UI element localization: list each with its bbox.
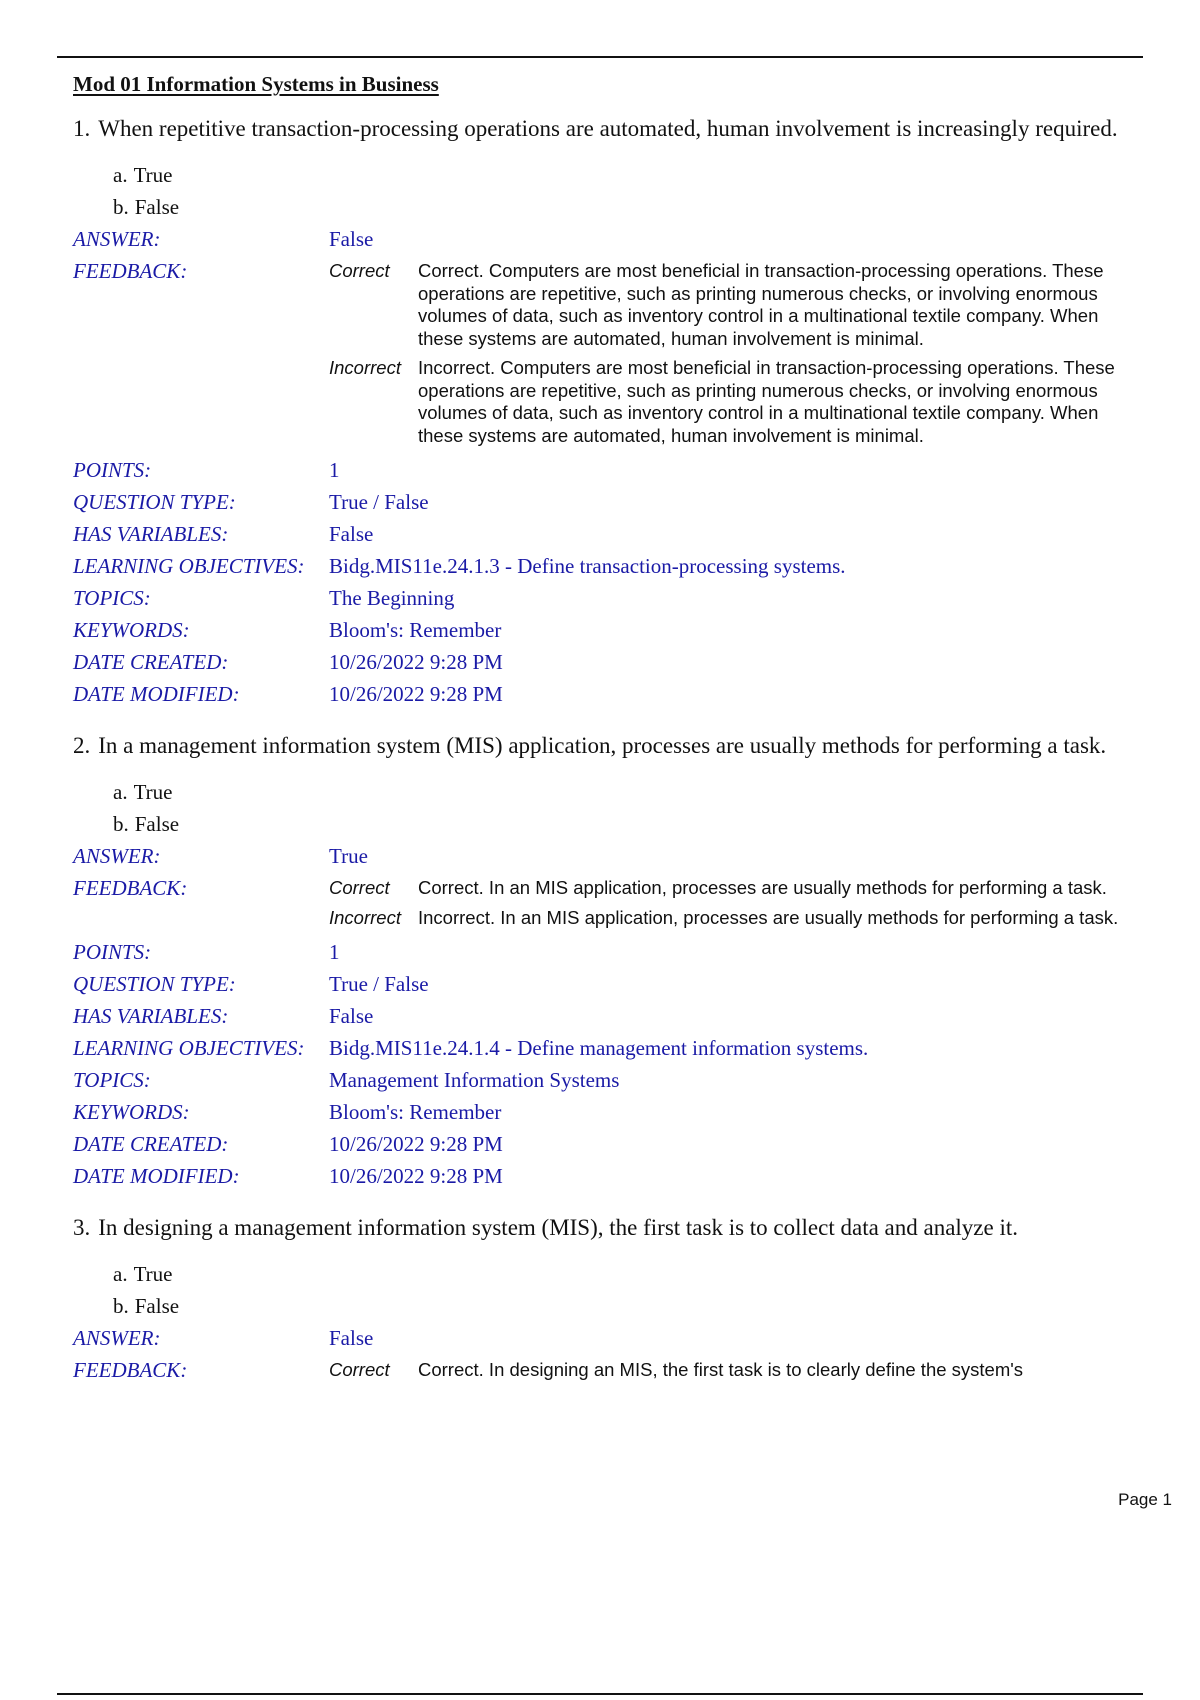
feedback-text: Incorrect. Computers are most beneficial in transaction-processing operations. These operations are repetitive, such as printing numerous checks, or involving enormous volumes of data, such as inventory control in a multinational textile company. When these systems are automated, human involvement is minimal. <box>418 357 1115 446</box>
question-2 <box>73 732 1173 1192</box>
feedback-label: FEEDBACK: <box>73 259 188 283</box>
top-rule <box>57 56 1143 58</box>
question-text <box>73 115 1173 143</box>
option-text: False <box>134 1294 180 1318</box>
feedback-text: Correct. In an MIS application, processes are usually methods for performing a task. <box>418 877 1107 898</box>
date-modified-row <box>73 678 1173 710</box>
answer-options <box>113 1258 1173 1322</box>
feedback-kind: Incorrect <box>329 906 401 928</box>
has-variables-label: HAS VARIABLES: <box>73 1004 229 1028</box>
question-number: 2. <box>73 733 91 758</box>
topics-label: TOPICS: <box>73 586 151 610</box>
date-modified-label: DATE MODIFIED: <box>73 682 240 706</box>
answer-row <box>73 223 1173 255</box>
learning-objectives-value: Bidg.MIS11e.24.1.3 - Define transaction-processing systems. <box>329 554 846 578</box>
feedback-text: Correct. Computers are most beneficial in transaction-processing operations. These operations are repetitive, such as printing numerous checks, or involving enormous volumes of data, such as inventory control in a multinational textile company. When these systems are automated, human involvement is minimal. <box>418 260 1104 349</box>
feedback-kind: Correct <box>329 260 390 281</box>
feedback-row <box>73 1354 1173 1389</box>
keywords-value: Bloom's: Remember <box>329 1100 502 1124</box>
date-modified-label: DATE MODIFIED: <box>73 1164 240 1188</box>
answer-value: False <box>329 227 374 251</box>
topics-value: The Beginning <box>329 586 455 610</box>
feedback-label: FEEDBACK: <box>73 876 188 900</box>
date-created-row <box>73 1128 1173 1160</box>
question-type-value: True / False <box>329 972 429 996</box>
has-variables-row <box>73 518 1173 550</box>
feedback-correct <box>329 1359 1173 1382</box>
question-number: 3. <box>73 1215 91 1240</box>
option-text: True <box>133 780 173 804</box>
feedback-block <box>329 1354 1173 1389</box>
date-modified-value: 10/26/2022 9:28 PM <box>329 1164 503 1188</box>
keywords-label: KEYWORDS: <box>73 1100 190 1124</box>
option-text: True <box>133 163 173 187</box>
answer-options <box>113 159 1173 223</box>
question-text <box>73 732 1173 760</box>
topics-row <box>73 582 1173 614</box>
feedback-kind: Incorrect <box>329 357 401 378</box>
points-label: POINTS: <box>73 940 152 964</box>
question-stem: When repetitive transaction-processing operations are automated, human involvement is increasingly required. <box>98 116 1118 141</box>
question-type-row <box>73 968 1173 1000</box>
date-modified-value: 10/26/2022 9:28 PM <box>329 682 503 706</box>
feedback-row <box>73 872 1173 936</box>
date-modified-row <box>73 1160 1173 1192</box>
has-variables-label: HAS VARIABLES: <box>73 522 229 546</box>
learning-objectives-row <box>73 550 1173 582</box>
keywords-label: KEYWORDS: <box>73 618 190 642</box>
answer-value: True <box>329 844 368 868</box>
option-letter: a. <box>113 780 128 804</box>
points-row <box>73 454 1173 486</box>
learning-objectives-row <box>73 1032 1173 1064</box>
feedback-kind: Correct <box>329 877 390 898</box>
topics-value: Management Information Systems <box>329 1068 620 1092</box>
question-type-value: True / False <box>329 490 429 514</box>
answer-label: ANSWER: <box>73 227 161 251</box>
option-letter: b. <box>113 1294 129 1318</box>
keywords-row <box>73 1096 1173 1128</box>
question-type-label: QUESTION TYPE: <box>73 490 236 514</box>
option-text: False <box>134 195 180 219</box>
question-3 <box>73 1214 1173 1389</box>
option-text: False <box>134 812 180 836</box>
option-a <box>113 159 1173 191</box>
question-type-row <box>73 486 1173 518</box>
feedback-label: FEEDBACK: <box>73 1358 188 1382</box>
date-created-label: DATE CREATED: <box>73 650 229 674</box>
page-number: Page 1 <box>1118 1490 1172 1509</box>
points-label: POINTS: <box>73 458 152 482</box>
option-a <box>113 1258 1173 1290</box>
topics-label: TOPICS: <box>73 1068 151 1092</box>
answer-row <box>73 1322 1173 1354</box>
topics-row <box>73 1064 1173 1096</box>
option-letter: b. <box>113 812 129 836</box>
feedback-incorrect <box>329 357 1173 447</box>
option-letter: a. <box>113 1262 128 1286</box>
question-stem: In a management information system (MIS) application, processes are usually methods for performing a task. <box>98 733 1107 758</box>
has-variables-value: False <box>329 522 374 546</box>
date-created-label: DATE CREATED: <box>73 1132 229 1156</box>
option-letter: b. <box>113 195 129 219</box>
learning-objectives-value: Bidg.MIS11e.24.1.4 - Define management information systems. <box>329 1036 869 1060</box>
learning-objectives-label: LEARNING OBJECTIVES: <box>73 554 305 578</box>
question-1 <box>73 115 1173 710</box>
points-value: 1 <box>329 940 340 964</box>
document-title: Mod 01 Information Systems in Business <box>73 72 439 96</box>
feedback-text: Incorrect. In an MIS application, processes are usually methods for performing a task. <box>418 906 1119 928</box>
feedback-correct <box>329 260 1173 350</box>
feedback-kind: Correct <box>329 1359 390 1380</box>
keywords-row <box>73 614 1173 646</box>
option-b <box>113 808 1173 840</box>
date-created-value: 10/26/2022 9:28 PM <box>329 1132 503 1156</box>
has-variables-row <box>73 1000 1173 1032</box>
has-variables-value: False <box>329 1004 374 1028</box>
feedback-correct <box>329 877 1173 900</box>
answer-value: False <box>329 1326 374 1350</box>
option-text: True <box>133 1262 173 1286</box>
option-letter: a. <box>113 163 128 187</box>
feedback-incorrect <box>329 907 1173 930</box>
option-a <box>113 776 1173 808</box>
learning-objectives-label: LEARNING OBJECTIVES: <box>73 1036 305 1060</box>
question-stem: In designing a management information system (MIS), the first task is to collect data and analyze it. <box>98 1215 1019 1240</box>
feedback-row <box>73 255 1173 454</box>
answer-options <box>113 776 1173 840</box>
points-value: 1 <box>329 458 340 482</box>
document-body <box>73 72 1173 1411</box>
feedback-text: Correct. In designing an MIS, the first task is to clearly define the system's <box>418 1359 1024 1380</box>
option-b <box>113 191 1173 223</box>
points-row <box>73 936 1173 968</box>
answer-label: ANSWER: <box>73 844 161 868</box>
answer-label: ANSWER: <box>73 1326 161 1350</box>
question-type-label: QUESTION TYPE: <box>73 972 236 996</box>
date-created-value: 10/26/2022 9:28 PM <box>329 650 503 674</box>
bottom-rule <box>57 1693 1143 1695</box>
answer-row <box>73 840 1173 872</box>
question-number: 1. <box>73 116 91 141</box>
keywords-value: Bloom's: Remember <box>329 618 502 642</box>
option-b <box>113 1290 1173 1322</box>
question-text <box>73 1214 1173 1242</box>
feedback-block <box>329 255 1173 454</box>
feedback-block <box>329 872 1173 936</box>
date-created-row <box>73 646 1173 678</box>
